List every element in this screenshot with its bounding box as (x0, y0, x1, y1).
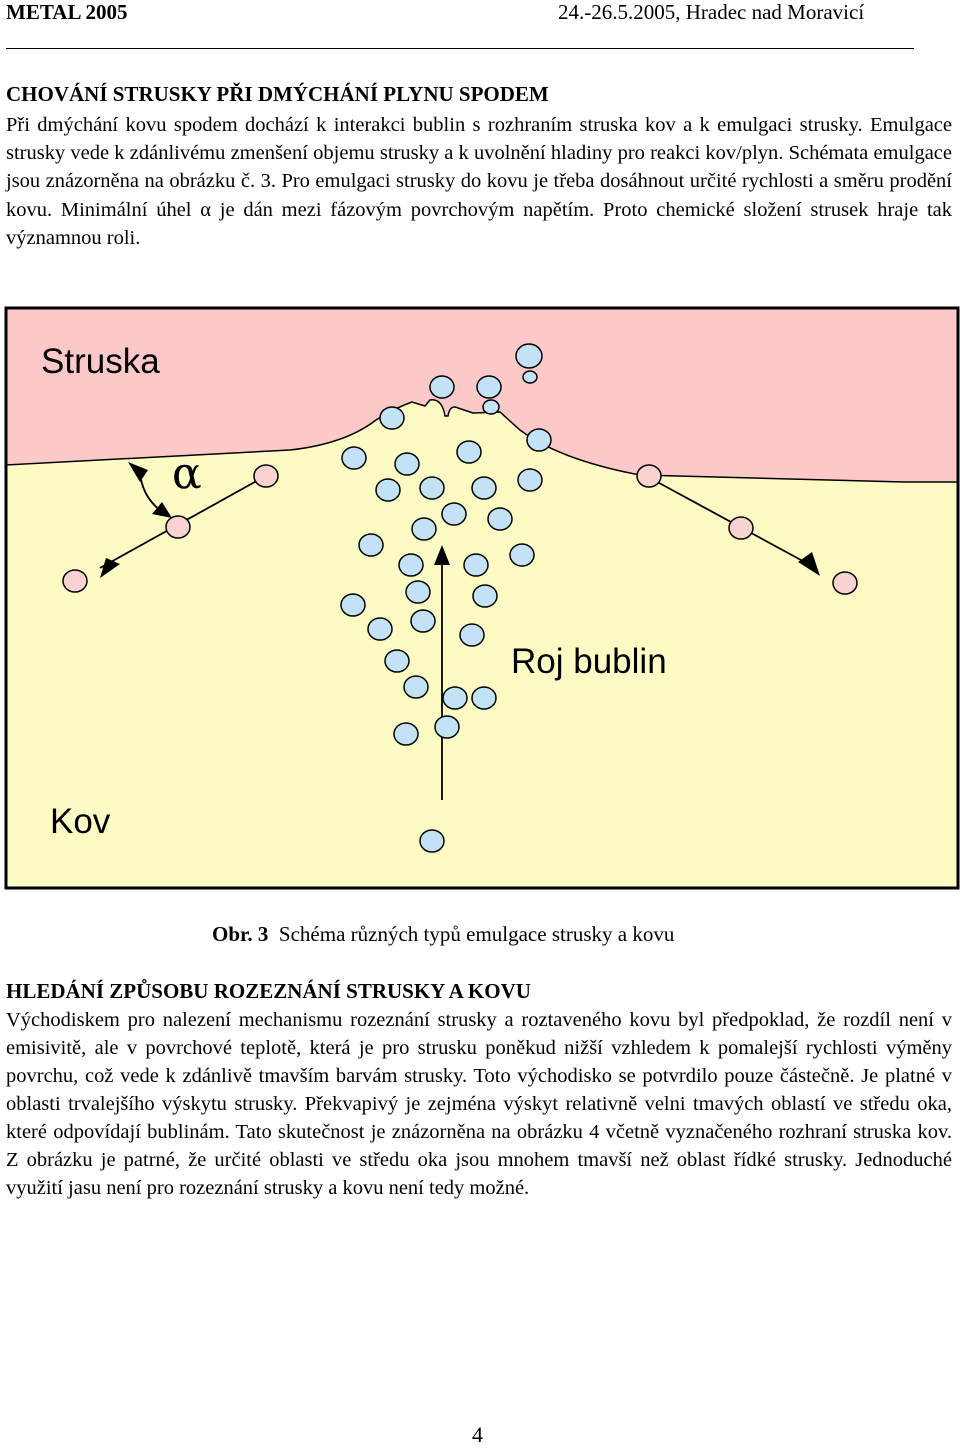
section-paragraph-slag-behaviour: Při dmýchání kovu spodem dochází k interakci bublin s rozhraním struska kov a k emulgaci strusky. Emulgace strusky vede k zdánlivému zmenšení objemu strusky a k uvolnění hladiny pro reakci kov/plyn. Schémata emulgace jsou znázorněna na obrázku č. 3. Pro emulgaci strusky do kovu je třeba dosáhnout určité rychlosti a směru prodění kovu. Minimální úhel α je dán mezi fázovým povrchovým napětím. Proto chemické složení strusek hraje tak významnou roli. (6, 114, 952, 249)
gas-bubble (385, 650, 409, 672)
figure-caption (212, 922, 674, 947)
gas-bubble (359, 534, 383, 556)
gas-bubble (464, 554, 488, 576)
section-heading-slag-metal-detection: HLEDÁNÍ ZPŮSOBU ROZEZNÁNÍ STRUSKY A KOVU (6, 979, 531, 1003)
gas-bubble (368, 618, 392, 640)
gas-bubble (472, 477, 496, 499)
gas-bubble (411, 610, 435, 632)
caption-number: Obr. 3 (212, 922, 269, 946)
section-heading-slag-behaviour: CHOVÁNÍ STRUSKY PŘI DMÝCHÁNÍ PLYNU SPODEM (6, 82, 549, 106)
gas-bubble (473, 585, 497, 607)
gas-bubble (527, 429, 551, 451)
header-conference: METAL 2005 (6, 0, 128, 24)
gas-bubble (460, 624, 484, 646)
slag-droplet (63, 570, 87, 592)
slag-droplet (637, 465, 661, 487)
gas-bubble (399, 554, 423, 576)
label-alpha: α (172, 448, 202, 499)
gas-bubble (472, 687, 496, 709)
gas-bubble (380, 407, 404, 429)
gas-bubble (341, 594, 365, 616)
slag-droplet (833, 572, 857, 594)
figure-emulsion-scheme (0, 300, 960, 900)
page-number: 4 (472, 1422, 483, 1447)
gas-bubble (430, 376, 454, 398)
gas-bubble (442, 503, 466, 525)
slag-droplet (254, 465, 278, 487)
gas-bubble (406, 581, 430, 603)
slag-droplet (729, 517, 753, 539)
gas-bubble (404, 676, 428, 698)
label-slag: Struska (41, 342, 160, 381)
gas-bubble (518, 469, 542, 491)
gas-bubble (477, 376, 501, 398)
slag-droplet (166, 516, 190, 538)
header-rule (6, 48, 914, 49)
section-paragraph-slag-metal-detection: Východiskem pro nalezení mechanismu rozeznání strusky a roztaveného kovu byl předpoklad, že rozdíl není v emisivitě, ale v povrchové teplotě, která je pro strusku poněkud nižší vzhledem k pomalejší rychlosti výměny povrchu, což vede k zdánlivě tmavším barvám strusky. Toto východisko se potvrdilo pouze částečně. Je platné v oblasti trvalejšího výskytu strusky. Překvapivý je zejména výskyt relativně velni tmavých oblastí ve středu oka, které odpovídají bublinám. Tato skutečnost je znázorněna na obrázku 4 včetně vyznačeného rozhraní struska kov. Z obrázku je patrné, že určité oblasti ve středu oka jsou mnohem tmavší než oblast řídké strusky. Jednoduché využití jasu není pro rozeznání strusky a kovu není tedy možné. (6, 1009, 952, 1199)
gas-bubble (395, 453, 419, 475)
gas-bubble (394, 723, 418, 745)
gas-bubble (443, 687, 467, 709)
gas-bubble (420, 830, 444, 852)
gas-bubble (376, 479, 400, 501)
gas-bubble (412, 518, 436, 540)
gas-bubble (420, 477, 444, 499)
gas-bubble (488, 508, 512, 530)
label-bubble-swarm: Roj bublin (511, 642, 667, 681)
gas-bubble (516, 344, 542, 368)
header-date-place: 24.-26.5.2005, Hradec nad Moravicí (558, 0, 865, 24)
caption-text: Schéma různých typů emulgace strusky a kovu (278, 922, 675, 946)
label-metal: Kov (50, 802, 111, 841)
gas-bubble (457, 441, 481, 463)
gas-bubble (435, 716, 459, 738)
emulsion-diagram (0, 300, 960, 900)
gas-bubble (523, 371, 537, 383)
gas-bubble (483, 400, 499, 414)
gas-bubble (510, 544, 534, 566)
gas-bubble (342, 447, 366, 469)
